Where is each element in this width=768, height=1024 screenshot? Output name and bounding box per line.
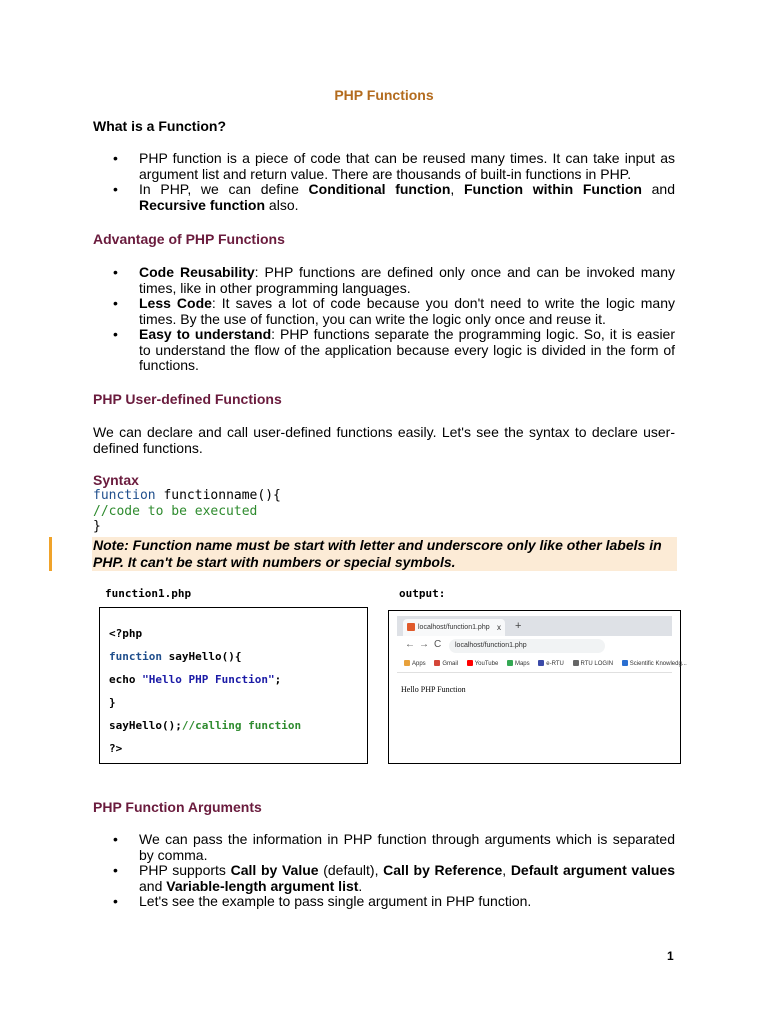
output-label: output: bbox=[399, 587, 446, 600]
bullet-list-arguments bbox=[93, 832, 675, 910]
list-item: • PHP function is a piece of code that can be reused many times. It can take input as argument list and return value. There are thousands of built-in functions in PHP. bbox=[113, 150, 675, 182]
heading-advantages: Advantage of PHP Functions bbox=[93, 231, 285, 247]
list-item: • Less Code: It saves a lot of code because you don't need to write the logic many times. By the use of function, you can write the logic only once and reuse it. bbox=[113, 295, 675, 327]
browser-tab-bar bbox=[397, 616, 672, 636]
back-arrow-icon: ← bbox=[405, 639, 415, 650]
favicon-icon bbox=[407, 623, 415, 631]
list-item: • In PHP, we can define Conditional function, Function within Function and Recursive function also. bbox=[113, 181, 676, 213]
rtu-login-icon bbox=[573, 660, 579, 666]
close-icon: x bbox=[497, 623, 501, 632]
list-item: • Let's see the example to pass single argument in PHP function. bbox=[113, 893, 532, 909]
scientific-knowledge-icon bbox=[622, 660, 628, 666]
bullet-icon: • bbox=[113, 326, 118, 342]
paragraph-user-defined: We can declare and call user-defined functions easily. Let's see the syntax to declare user-defined functions. bbox=[93, 424, 675, 456]
bullet-icon: • bbox=[113, 150, 118, 166]
list-item: • Easy to understand: PHP functions separate the programming logic. So, it is easier to understand the flow of the application because every logic is divided in the form of functions. bbox=[113, 326, 675, 373]
bookmark-item: YouTube bbox=[467, 656, 499, 672]
bookmark-item: Apps bbox=[404, 656, 426, 672]
bullet-icon: • bbox=[113, 295, 118, 311]
heading-what-is-function: What is a Function? bbox=[93, 118, 226, 134]
bookmark-item: RTU LOGIN bbox=[573, 656, 614, 672]
bullet-icon: • bbox=[113, 831, 118, 847]
bookmarks-bar bbox=[397, 656, 687, 673]
heading-user-defined: PHP User-defined Functions bbox=[93, 391, 282, 407]
bookmark-item: Scientific Knowledg... bbox=[622, 656, 687, 672]
bullet-list-advantages bbox=[93, 265, 675, 374]
syntax-code: function functionname(){ //code to be executed } bbox=[93, 488, 281, 534]
forward-arrow-icon: → bbox=[419, 639, 429, 650]
heading-arguments: PHP Function Arguments bbox=[93, 799, 262, 815]
address-bar: localhost/function1.php bbox=[449, 639, 605, 653]
code-example-box bbox=[99, 607, 368, 764]
heading-syntax: Syntax bbox=[93, 472, 139, 488]
list-item: • We can pass the information in PHP function through arguments which is separated by comma. bbox=[113, 831, 675, 863]
list-item: • Code Reusability: PHP functions are defined only once and can be invoked many times, like in other programming languages. bbox=[113, 264, 675, 296]
output-screenshot-box bbox=[388, 610, 687, 764]
bullet-icon: • bbox=[113, 264, 118, 280]
bullet-icon: • bbox=[113, 181, 118, 197]
youtube-icon bbox=[467, 660, 473, 666]
new-tab-icon: + bbox=[515, 620, 522, 632]
page-number: 1 bbox=[667, 949, 674, 963]
browser-page-content: Hello PHP Function bbox=[401, 685, 466, 694]
list-item: • PHP supports Call by Value (default), Call by Reference, Default argument values and Variable-length argument list. bbox=[113, 862, 675, 894]
bullet-icon: • bbox=[113, 893, 118, 909]
ertu-icon bbox=[538, 660, 544, 666]
apps-icon bbox=[404, 660, 410, 666]
bullet-icon: • bbox=[113, 862, 118, 878]
bookmark-item: Gmail bbox=[434, 656, 458, 672]
bookmark-item: e-RTU bbox=[538, 656, 564, 672]
browser-tab: localhost/function1.php x bbox=[403, 619, 505, 636]
code-file-label: function1.php bbox=[105, 587, 192, 600]
gmail-icon bbox=[434, 660, 440, 666]
code-lines: <?php function sayHello(){ echo "Hello PHP Function"; } sayHello();//calling function ?> bbox=[109, 627, 302, 755]
page-title: PHP Functions bbox=[334, 87, 434, 103]
note-text: Note: Function name must be start with letter and underscore only like other labels in PHP. It can't be start with numbers or special symbols. bbox=[93, 537, 662, 570]
maps-icon bbox=[507, 660, 513, 666]
browser-toolbar bbox=[397, 636, 672, 656]
bullet-list-definition bbox=[93, 151, 675, 213]
bookmark-item: Maps bbox=[507, 656, 530, 672]
reload-icon: C bbox=[434, 639, 442, 650]
note-accent-bar bbox=[49, 537, 52, 571]
